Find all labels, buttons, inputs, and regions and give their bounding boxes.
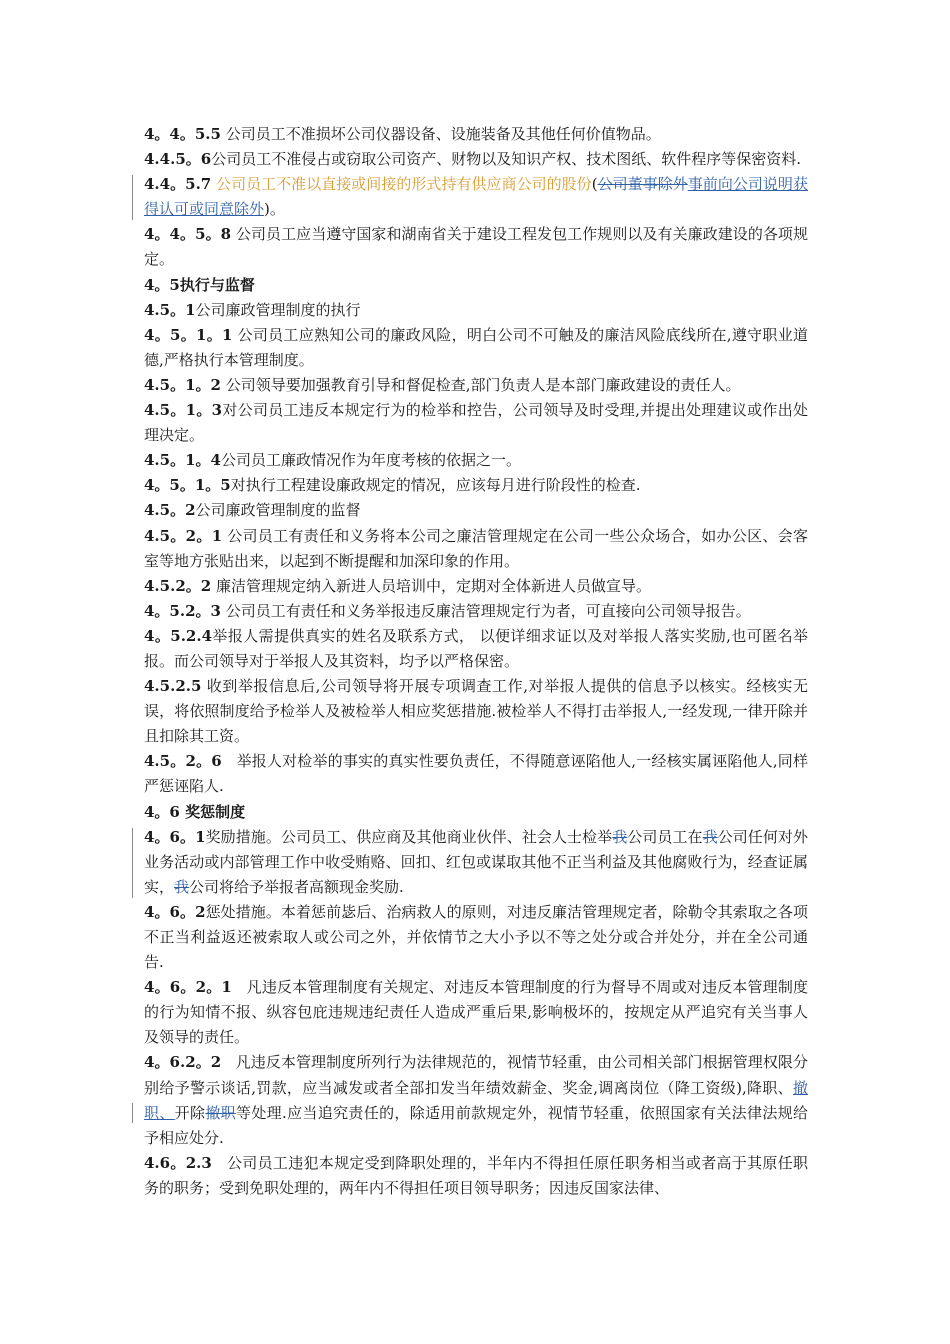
clause-4-5-1-3 xyxy=(144,398,808,448)
clause-text: 公司员工违犯本规定受到降职处理的，半年内不得担任原任职务相当或者高于其原任职务的职务；受到免职处理的，两年内不得担任项目领导职务；因违反国家法律、 xyxy=(144,1153,808,1197)
clause-number: 4.5.2.5 xyxy=(144,677,202,696)
clause-text: 公司将给予举报者高额现金奖励. xyxy=(189,877,404,896)
clause-text: 廉洁管理规定纳入新进人员培训中，定期对全体新进人员做宣导。 xyxy=(215,576,651,595)
clause-text: 公司员工在 xyxy=(627,827,703,846)
section-title: 奖惩制度 xyxy=(185,802,246,821)
clause-number: 4。6.2。2 xyxy=(144,1053,222,1072)
revision-bar xyxy=(132,828,133,898)
clause-4-5-2-5 xyxy=(144,674,808,749)
clause-number: 4.4.5。6 xyxy=(144,150,212,169)
deleted-text: 我 xyxy=(174,877,190,896)
clause-text: 对公司员工违反本规定行为的检举和控告，公司领导及时受理,并提出处理建议或作出处理决定。 xyxy=(144,401,808,445)
revision-bar xyxy=(132,175,133,220)
clause-4-5-2 xyxy=(144,498,808,523)
section-title: 执行与监督 xyxy=(179,275,255,294)
clause-text: 公司员工有责任和义务将本公司之廉洁管理规定在公司一些公众场合，如办公区、会客室等地方张贴出来，以起到不断提醒和加深印象的作用。 xyxy=(144,526,808,570)
clause-4-5-1-1 xyxy=(144,323,808,373)
clause-4-4-5-8 xyxy=(144,222,808,272)
clause-number: 4.4。5.7 xyxy=(144,175,212,194)
clause-text: 公司员工不准损坏公司仪器设备、设施装备及其他任何价值物品。 xyxy=(225,125,661,143)
clause-text: 公司领导要加强教育引导和督促检查,部门负责人是本部门廉政建设的责任人。 xyxy=(225,375,741,394)
clause-4-4-5-7 xyxy=(144,172,808,222)
clause-4-5-2-3 xyxy=(144,599,808,624)
deleted-text: 我 xyxy=(702,827,718,846)
clause-number: 4。5.2.4 xyxy=(144,626,213,645)
clause-4-6-2-3 xyxy=(144,1151,808,1201)
clause-text: 等处理.应当追究责任的，除适用前款规定外，视情节轻重，依照国家有关法律法规给予相应处分. xyxy=(144,1103,808,1147)
clause-number: 4.5。2 xyxy=(144,501,196,520)
clause-number: 4。4。5。8 xyxy=(144,225,232,244)
clause-number: 4。6。1 xyxy=(144,827,206,846)
clause-text: 凡违反本管理制度有关规定、对违反本管理制度的行为督导不周或对违反本管理制度的行为知情不报、纵容包庇违规违纪责任人造成严重后果,影响极坏的，按规定从严追究有关当事人及领导的责任。 xyxy=(144,978,808,1047)
clause-text: 凡违反本管理制度所列行为法律规范的，视情节轻重，由公司相关部门根据管理权限分别给予警示谈话,罚款，应当减发或者全部扣发当年绩效薪金、奖金,调离岗位（降工资级),降职、 xyxy=(144,1053,808,1097)
clause-number: 4.5。1 xyxy=(144,300,196,319)
clause-number: 4。5。1。1 xyxy=(144,325,233,344)
clause-number: 4.5。1。4 xyxy=(144,451,221,470)
deleted-text: 我 xyxy=(612,827,628,846)
highlighted-text: 公司员工不准以直接或间接的形式持有供应商公司的股份 xyxy=(216,175,592,194)
section-heading-4-6 xyxy=(144,800,808,825)
clause-text: 公司廉政管理制度的监督 xyxy=(195,501,361,520)
clause-4-6-2-1 xyxy=(144,975,808,1050)
clause-text: 公司员工廉政情况作为年度考核的依据之一。 xyxy=(220,451,521,470)
section-heading-4-5 xyxy=(144,273,808,298)
clause-4-4-5-6 xyxy=(144,147,808,172)
clause-number: 4。5。1。5 xyxy=(144,476,231,495)
clause-number: 4.5。2。6 xyxy=(144,752,222,771)
clause-text: 公司员工有责任和义务举报违反廉洁管理规定行为者，可直接向公司领导报告。 xyxy=(225,601,751,620)
section-number: 4。6 xyxy=(144,802,180,821)
clause-text: 公司员工应熟知公司的廉政风险，明白公司不可触及的廉洁风险底线所在,遵守职业道德,严格执行本管理制度。 xyxy=(144,325,808,369)
clause-number: 4。4。5.5 xyxy=(144,125,221,143)
paren-open: ( xyxy=(591,175,598,194)
clause-4-5-1-5 xyxy=(144,473,808,498)
clause-4-5-2-4 xyxy=(144,624,808,674)
clause-number: 4。6。2 xyxy=(144,902,206,921)
clause-4-5-2-2 xyxy=(144,574,808,599)
clause-4-5-1 xyxy=(144,298,808,323)
clause-text: 举报人需提供真实的姓名及联系方式， 以便详细求证以及对举报人落实奖励,也可匿名举报。而公司领导对于举报人及其资料，均予以严格保密。 xyxy=(144,626,808,670)
clause-4-5-1-4 xyxy=(144,448,808,473)
clause-4-5-1-2 xyxy=(144,373,808,398)
clause-number: 4。6。2。1 xyxy=(144,978,232,997)
clause-text: 公司员工不准侵占或窃取公司资产、财物以及知识产权、技术图纸、软件程序等保密资料. xyxy=(211,150,801,169)
clause-4-5-2-1 xyxy=(144,524,808,574)
clause-number: 4.6。2.3 xyxy=(144,1153,212,1172)
clause-text: 奖励措施。公司员工、供应商及其他商业伙伴、社会人士检举 xyxy=(205,827,613,846)
deleted-text: 公司董事除外 xyxy=(597,175,688,194)
clause-text: 收到举报信息后,公司领导将开展专项调查工作,对举报人提供的信息予以核实。经核实无误，将依照制度给予检举人及被检举人相应奖惩措施.被检举人不得打击举报人,一经发现,一律开除并且扣除其工资。 xyxy=(144,677,808,746)
clause-4-6-1 xyxy=(144,825,808,900)
clause-number: 4.5。2。1 xyxy=(144,526,223,545)
clause-4-6-2-2 xyxy=(144,1050,808,1150)
clause-number: 4.5.2。2 xyxy=(144,576,212,595)
clause-4-4-5-5 xyxy=(144,122,808,147)
deleted-text: 撤职 xyxy=(205,1103,237,1122)
clause-text: 开除 xyxy=(174,1103,206,1122)
clause-number: 4.5。1。2 xyxy=(144,375,221,394)
document-page xyxy=(144,122,808,1201)
clause-text: 公司员工应当遵守国家和湖南省关于建设工程发包工作规则以及有关廉政建设的各项规定。 xyxy=(144,225,808,269)
clause-number: 4。5.2。3 xyxy=(144,601,221,620)
clause-text: 对执行工程建设廉政规定的情况，应该每月进行阶段性的检查. xyxy=(230,476,641,495)
clause-text: 公司任何对外业务活动或内部管理工作中收受贿赂、回扣、红包或谋取其他不正当利益及其他腐败行为，经查证属实， xyxy=(144,827,808,896)
paren-close: )。 xyxy=(264,200,285,219)
clause-text: 惩处措施。本着惩前毖后、治病救人的原则，对违反廉洁管理规定者，除勒令其索取之各项不正当利益返还被索取人或公司之外，并依情节之大小予以不等之处分或合并处分，并在全公司通告. xyxy=(144,902,808,972)
inserted-text: 撤职、 xyxy=(144,1078,808,1122)
clause-number: 4.5。1。3 xyxy=(144,401,223,420)
inserted-text: 事前向公司说明获得认可或同意除外 xyxy=(144,175,808,219)
section-number: 4。5 xyxy=(144,275,180,294)
clause-text: 举报人对检举的事实的真实性要负责任，不得随意诬陷他人,一经核实属诬陷他人,同样严惩诬陷人. xyxy=(144,752,808,796)
clause-4-5-2-6 xyxy=(144,749,808,799)
clause-4-6-2 xyxy=(144,900,808,975)
clause-text: 公司廉政管理制度的执行 xyxy=(195,300,361,319)
revision-bar xyxy=(132,1103,133,1123)
